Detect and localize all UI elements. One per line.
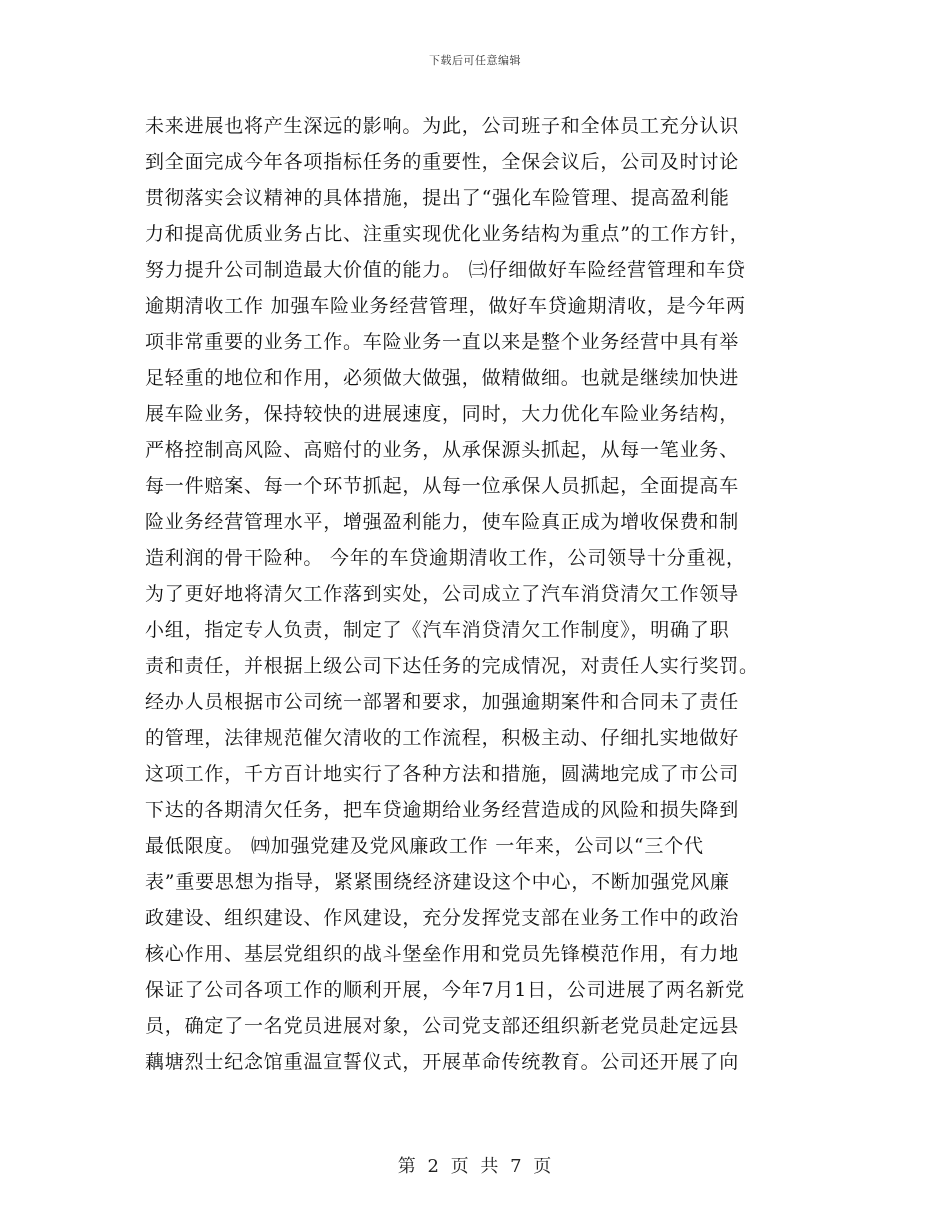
body-line: 到全面完成今年各项指标任务的重要性，全保会议后，公司及时讨论 xyxy=(145,151,740,173)
body-line: 责和责任，并根据上级公司下达任务的完成情况，对责任人实行奖罚。 xyxy=(145,655,759,677)
body-line: 藕塘烈士纪念馆重温宣誓仪式，开展革命传统教育。公司还开展了向 xyxy=(145,1051,740,1073)
body-line: 最低限度。 ㈣加强党建及党风廉政工作 一年来，公司以“三个代 xyxy=(145,835,704,857)
body-line: 逾期清收工作 加强车险业务经营管理，做好车贷逾期清收，是今年两 xyxy=(145,295,746,317)
body-line: 项非常重要的业务工作。车险业务一直以来是整个业务经营中具有举 xyxy=(145,331,740,353)
body-line: 严格控制高风险、高赔付的业务，从承保源头抓起，从每一笔业务、 xyxy=(145,439,740,461)
body-line: 政建设、组织建设、作风建设，充分发挥党支部在业务工作中的政治 xyxy=(145,907,740,929)
body-line: 未来进展也将产生深远的影响。为此，公司班子和全体员工充分认识 xyxy=(145,115,740,137)
body-line: 下达的各期清欠任务，把车贷逾期给业务经营造成的风险和损失降到 xyxy=(145,799,740,821)
body-line: 努力提升公司制造最大价值的能力。 ㈢仔细做好车险经营管理和车贷 xyxy=(145,259,746,281)
page-number: 第 2 页 共 7 页 xyxy=(397,1156,553,1177)
body-line: 贯彻落实会议精神的具体措施，提出了“强化车险管理、提高盈利能 xyxy=(145,187,730,209)
body-line: 每一件赔案、每一个环节抓起，从每一位承保人员抓起，全面提高车 xyxy=(145,475,740,497)
body-line: 力和提高优质业务占比、注重实现优化业务结构为重点”的工作方针， xyxy=(145,223,750,245)
body-line: 经办人员根据市公司统一部署和要求，加强逾期案件和合同未了责任 xyxy=(145,691,740,713)
body-line: 险业务经营管理水平，增强盈利能力，使车险真正成为增收保费和制 xyxy=(145,511,740,533)
body-line: 展车险业务，保持较快的进展速度，同时，大力优化车险业务结构， xyxy=(145,403,740,425)
body-line: 员，确定了一名党员进展对象，公司党支部还组织新老党员赴定远县 xyxy=(145,1015,740,1037)
page-header-note: 下载后可任意编辑 xyxy=(429,54,521,67)
body-line: 这项工作，千方百计地实行了各种方法和措施，圆满地完成了市公司 xyxy=(145,763,740,785)
body-line: 造利润的骨干险种。 今年的车贷逾期清收工作，公司领导十分重视， xyxy=(145,547,746,569)
body-line: 的管理，法律规范催欠清收的工作流程，积极主动、仔细扎实地做好 xyxy=(145,727,740,749)
body-line: 小组，指定专人负责，制定了《汽车消贷清欠工作制度》，明确了职 xyxy=(145,619,730,641)
body-line: 为了更好地将清欠工作落到实处，公司成立了汽车消贷清欠工作领导 xyxy=(145,583,740,605)
body-line: 表”重要思想为指导，紧紧围绕经济建设这个中心，不断加强党风廉 xyxy=(145,871,730,893)
document-body xyxy=(145,108,805,1080)
body-line: 保证了公司各项工作的顺利开展，今年7月1日，公司进展了两名新党 xyxy=(145,979,745,1001)
body-line: 足轻重的地位和作用，必须做大做强，做精做细。也就是继续加快进 xyxy=(145,367,740,389)
body-line: 核心作用、基层党组织的战斗堡垒作用和党员先锋模范作用，有力地 xyxy=(145,943,740,965)
